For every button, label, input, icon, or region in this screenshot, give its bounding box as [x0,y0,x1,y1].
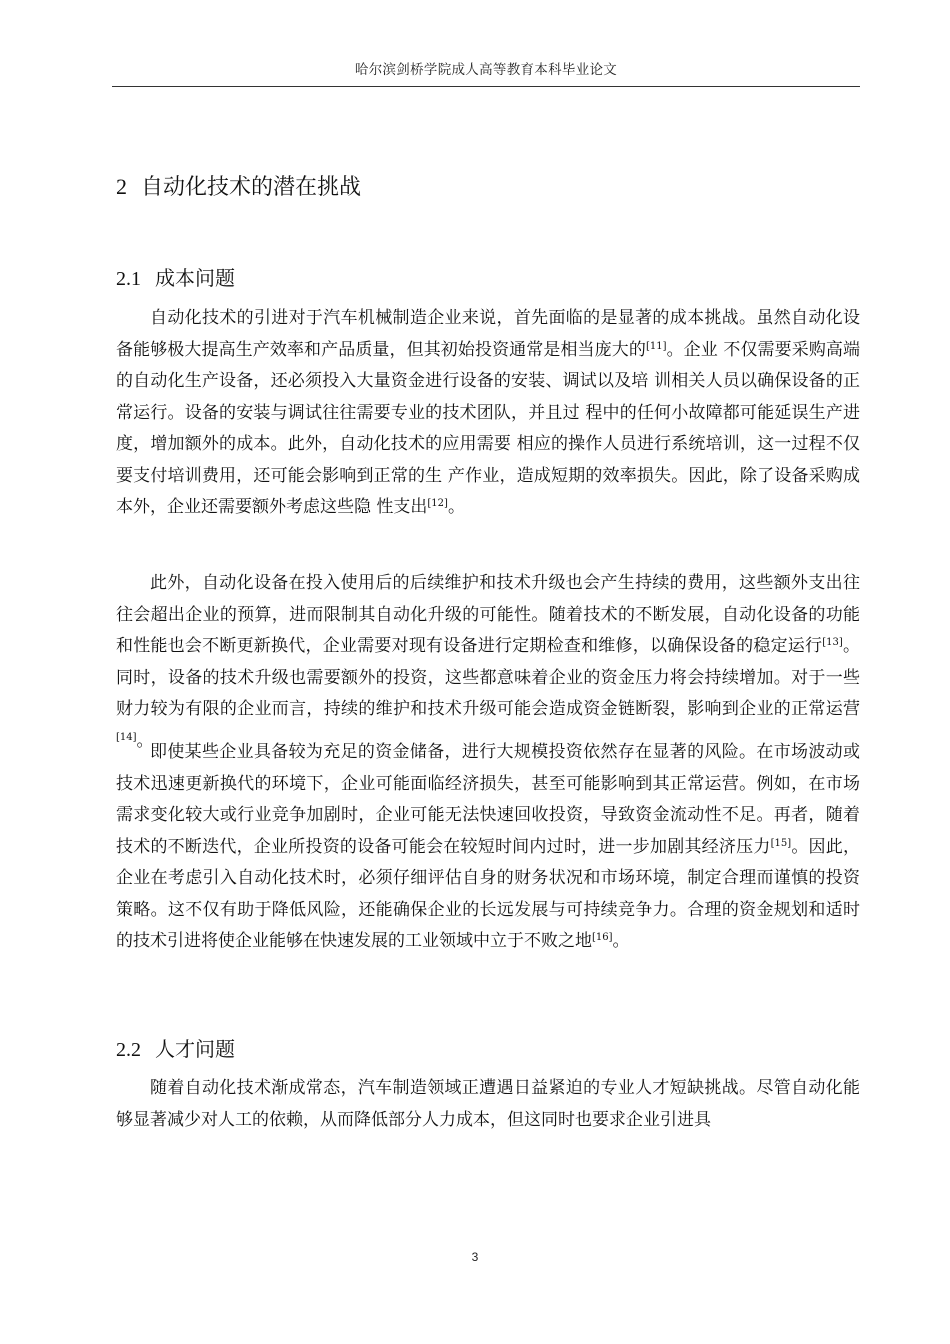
paragraph-text: 自动化技术的引进对于汽车机械制造企业来说，首先面临的是显著的成本挑战。虽然自动化设备能够极大提高生产效率和产品质量，但其初始投资通常是相当庞大的 [116,308,860,360]
page-number: 3 [471,1250,479,1264]
section-heading-2-1 [116,262,235,291]
paragraph-text: 。 [447,497,465,517]
paragraph-text: 。因此，企业在考虑引入自动化技术时，必须仔细评估自身的财务状况和市场环境，制定合理而谨慎的投资策略。这不仅有助于降低风险，还能确保企业的长远发展与可持续竞争力。合理的资金规划和适时的技术引进将使企业能够在快速发展的工业领域中立于不败之地 [116,836,861,951]
section-number: 2.1 [116,268,141,290]
citation-ref: [15] [770,837,792,849]
paragraph-text: 。企业 不仅需要采购高端的自动化生产设备，还必须投入大量资金进行设备的安装、调试以及培 训相关人员以确保设备的正常运行。设备的安装与调试往往需要专业的技术团队，并且过 程中的任何小故障都可能延误生产进度，增加额外的成本。此外，自动化技术的应用需要 相应的操作人员进行系统培训，这一过程不仅要支付培训费用，还可能会影响到正常的生 产作业，造成短期的效率损失。因此，除了设备采购成本外，企业还需要额外考虑这些隐 性支出 [116,339,861,517]
chapter-heading [116,170,361,201]
paragraph-text: 。 [136,730,154,751]
section-heading-2-2 [116,1033,235,1062]
section-number: 2.2 [116,1039,141,1061]
citation-ref: [14] [116,731,137,743]
paragraph-text: 。同时，设备的技术升级也需要额外的投资，这些都意味着企业的资金压力将会持续增加。对于一些财力较为有限的企业而言，持续的维护和技术升级可能会造成资金链断裂，影响到企业的正常运营 [116,636,861,719]
citation-ref: [16] [592,932,613,943]
paragraph-text: 此外，自动化设备在投入使用后的后续维护和技术升级也会产生持续的费用，这些额外支出往往会超出企业的预算，进而限制其自动化升级的可能性。随着技术的不断发展，自动化设备的功能和性能也会不断更新换代，企业需要对现有设备进行定期检查和维修，以确保设备的稳定运行 [116,573,860,656]
citation-ref: [11] [645,340,667,352]
chapter-number: 2 [116,174,127,199]
paragraph-text: 。 [612,931,630,951]
paragraph-cost-intro [116,303,860,524]
paragraph-text: 即使某些企业具备较为充足的资金储备，进行大规模投资依然存在显著的风险。在市场波动或技术迅速更新换代的环境下，企业可能面临经济损失，甚至可能影响到其正常运营。例如，在市场需求变化较大或行业竞争加剧时，企业可能无法快速回收投资，导致资金流动性不足。再者，随着技术的不断迭代，企业所投资的设备可能会在较短时间内过时，进一步加剧其经济压力 [116,742,860,857]
paragraph-maintenance-cost [116,568,860,757]
citation-ref: [13] [822,637,843,648]
paragraph-talent-shortage [116,1073,860,1136]
section-title: 人才问题 [155,1037,235,1061]
paragraph-text: 随着自动化技术渐成常态，汽车制造领域正遭遇日益紧迫的专业人才短缺挑战。尽管自动化能够显著减少对人工的依赖，从而降低部分人力成本，但这同时也要求企业引进具 [116,1078,860,1130]
chapter-title: 自动化技术的潜在挑战 [141,175,362,200]
running-header: 哈尔滨剑桥学院成人高等教育本科毕业论文 [354,62,618,78]
citation-ref: [12] [427,498,448,509]
paragraph-investment-risk [116,737,860,958]
section-title: 成本问题 [155,266,235,290]
header-divider [112,86,860,87]
